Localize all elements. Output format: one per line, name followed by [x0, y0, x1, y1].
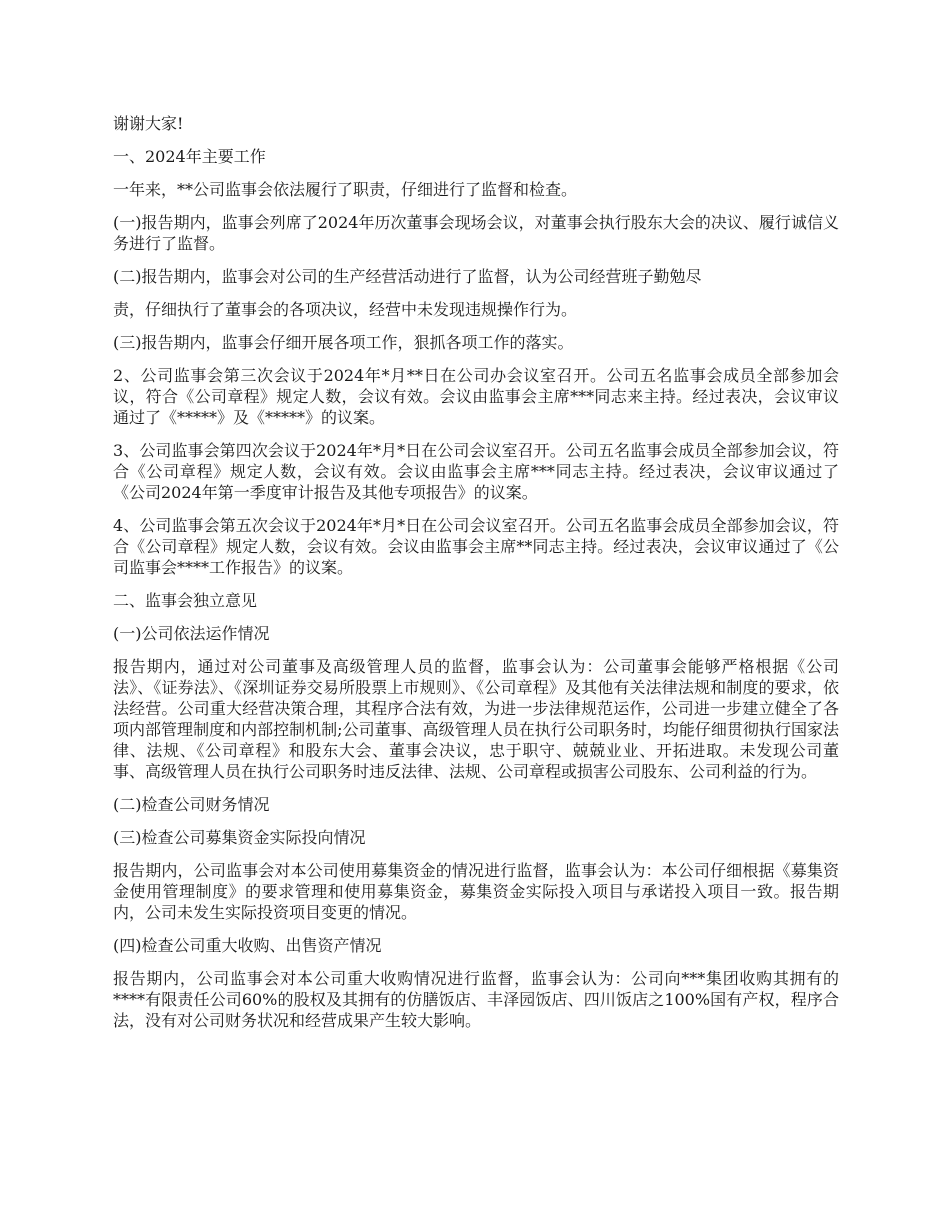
document-page	[113, 113, 839, 1043]
section-heading-main-work: 一、2024年主要工作	[113, 147, 266, 166]
paragraph-item-1: (一)报告期内，监事会列席了2024年历次董事会现场会议，对董事会执行股东大会的决议、履行诚信义务进行了监督。	[113, 213, 839, 253]
subheading-financial-check: (二)检查公司财务情况	[113, 795, 270, 814]
paragraph-meeting-5: 4、公司监事会第五次会议于2024年*月*日在公司会议室召开。公司五名监事会成员全部参加会议，符合《公司章程》规定人数，会议有效。会议由监事会主席**同志主持。经过表决，会议审议通过了《公司监事会****工作报告》的议案。	[113, 516, 839, 577]
paragraph-meeting-4: 3、公司监事会第四次会议于2024年*月*日在公司会议室召开。公司五名监事会成员全部参加会议，符合《公司章程》规定人数，会议有效。会议由监事会主席***同志主持。经过表决，会议审议通过了《公司2024年第一季度审计报告及其他专项报告》的议案。	[113, 441, 839, 502]
subheading-raised-funds: (三)检查公司募集资金实际投向情况	[113, 828, 366, 847]
section-heading-independent-opinion: 二、监事会独立意见	[113, 591, 258, 610]
paragraph-item-3: (三)报告期内，监事会仔细开展各项工作，狠抓各项工作的落实。	[113, 333, 574, 352]
paragraph-overview: 一年来，**公司监事会依法履行了职责，仔细进行了监督和检查。	[113, 180, 578, 199]
paragraph-meeting-3: 2、公司监事会第三次会议于2024年*月**日在公司办会议室召开。公司五名监事会成员全部参加会议，符合《公司章程》规定人数，会议有效。会议由监事会主席***同志来主持。经过表决，会议审议通过了《*****》及《*****》的议案。	[113, 366, 839, 427]
paragraph-lawful-operation: 报告期内，通过对公司董事及高级管理人员的监督，监事会认为：公司董事会能够严格根据《公司法》、《证券法》、《深圳证券交易所股票上市规则》、《公司章程》及其他有关法律法规和制度的要求，依法经营。公司重大经营决策合理，其程序合法有效，为进一步法律规范运作，公司进一步建立健全了各项内部管理制度和内部控制机制;公司董事、高级管理人员在执行公司职务时，均能仔细贯彻执行国家法律、法规、《公司章程》和股东大会、董事会决议，忠于职守、兢兢业业、开拓进取。未发现公司董事、高级管理人员在执行公司职务时违反法律、法规、公司章程或损害公司股东、公司利益的行为。	[113, 657, 839, 781]
paragraph-acquisitions: 报告期内，公司监事会对本公司重大收购情况进行监督，监事会认为：公司向***集团收购其拥有的****有限责任公司60%的股权及其拥有的仿膳饭店、丰泽园饭店、四川饭店之100%国有产权，程序合法，没有对公司财务状况和经营成果产生较大影响。	[113, 969, 839, 1030]
closing-thanks: 谢谢大家!	[113, 114, 184, 133]
paragraph-item-2-part-1: (二)报告期内，监事会对公司的生产经营活动进行了监督，认为公司经营班子勤勉尽	[113, 267, 702, 286]
subheading-lawful-operation: (一)公司依法运作情况	[113, 624, 270, 643]
paragraph-raised-funds: 报告期内，公司监事会对本公司使用募集资金的情况进行监督，监事会认为：本公司仔细根据《募集资金使用管理制度》的要求管理和使用募集资金，募集资金实际投入项目与承诺投入项目一致。报告期内，公司未发生实际投资项目变更的情况。	[113, 861, 839, 922]
subheading-acquisitions: (四)检查公司重大收购、出售资产情况	[113, 936, 382, 955]
paragraph-item-2-part-2: 责，仔细执行了董事会的各项决议，经营中未发现违规操作行为。	[113, 300, 578, 319]
